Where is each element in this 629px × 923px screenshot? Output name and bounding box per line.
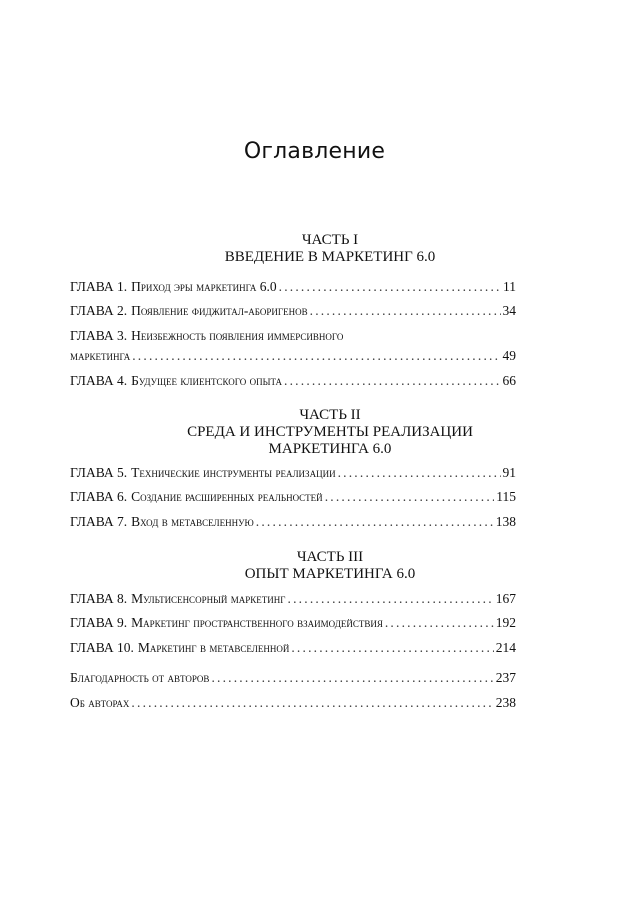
toc-entry-chapter-1[interactable] (70, 279, 516, 297)
chapter-number: ГЛАВА 8. (70, 591, 128, 606)
part-label: ЧАСТЬ II (299, 407, 361, 423)
chapter-title: Маркетинг в метавселенной (137, 640, 290, 655)
page-number: 192 (495, 615, 516, 630)
chapter-title: Будущее клиентского опыта (131, 373, 283, 388)
page-number: 11 (503, 279, 516, 294)
chapter-title: Приход эры маркетинга 6.0 (131, 279, 277, 294)
chapter-title: Мультисенсорный маркетинг (131, 591, 286, 606)
entry-title: Об авторах (70, 695, 130, 710)
page-number: 49 (502, 348, 516, 363)
chapter-number: ГЛАВА 5. (70, 465, 128, 480)
dot-leader (338, 465, 501, 481)
dot-leader (131, 695, 493, 711)
dot-leader (279, 279, 501, 295)
toc-entry-chapter-6[interactable] (70, 489, 516, 507)
toc-entry-chapter-3[interactable] (70, 328, 516, 346)
chapter-number: ГЛАВА 3. (70, 328, 128, 343)
dot-leader (325, 489, 495, 505)
toc-entry-chapter-10[interactable] (70, 640, 516, 658)
toc-entry-chapter-2[interactable] (70, 303, 516, 321)
part-label: ЧАСТЬ I (301, 232, 359, 248)
page-number: 138 (495, 514, 516, 529)
page-number: 167 (495, 591, 516, 606)
part-label: ЧАСТЬ III (296, 549, 364, 565)
toc-entry-about-authors[interactable] (70, 695, 516, 713)
chapter-title: Вход в метавселенную (131, 514, 254, 529)
page-number: 91 (502, 465, 516, 480)
chapter-title: Маркетинг пространственного взаимодействия (131, 615, 383, 630)
part-title: ВВЕДЕНИЕ В МАРКЕТИНГ 6.0 (224, 249, 436, 265)
chapter-title: Неизбежность появления иммерсивного (131, 328, 344, 343)
toc-entry-acknowledgements[interactable] (70, 670, 516, 688)
part-title-line-1: СРЕДА И ИНСТРУМЕНТЫ РЕАЛИЗАЦИИ (187, 424, 473, 440)
dot-leader (291, 640, 493, 656)
page-number: 237 (495, 670, 516, 685)
entry-title: Благодарность от авторов (70, 670, 210, 685)
part-title-line-2: МАРКЕТИНГА 6.0 (268, 441, 392, 457)
page-number: 115 (496, 489, 516, 504)
chapter-number: ГЛАВА 9. (70, 615, 128, 630)
chapter-title: Технические инструменты реализации (131, 465, 336, 480)
page-number: 214 (495, 640, 516, 655)
chapter-number: ГЛАВА 10. (70, 640, 134, 655)
dot-leader (132, 348, 500, 364)
toc-entry-chapter-8[interactable] (70, 591, 516, 609)
toc-entry-chapter-3-continued[interactable] (70, 348, 516, 366)
chapter-title-continued: маркетинга (70, 348, 131, 363)
toc-entry-chapter-5[interactable] (70, 465, 516, 483)
chapter-title: Появление фиджитал-аборигенов (131, 303, 308, 318)
page-number: 238 (495, 695, 516, 710)
chapter-number: ГЛАВА 4. (70, 373, 128, 388)
toc-entry-chapter-4[interactable] (70, 373, 516, 391)
chapter-number: ГЛАВА 6. (70, 489, 128, 504)
chapter-title: Создание расширенных реальностей (131, 489, 323, 504)
dot-leader (310, 303, 501, 319)
dot-leader (256, 514, 494, 530)
page-title: Оглавление (243, 139, 386, 164)
dot-leader (284, 373, 500, 389)
chapter-number: ГЛАВА 7. (70, 514, 128, 529)
part-title: ОПЫТ МАРКЕТИНГА 6.0 (244, 566, 416, 582)
toc-entry-chapter-7[interactable] (70, 514, 516, 532)
toc-entry-chapter-9[interactable] (70, 615, 516, 633)
chapter-number: ГЛАВА 1. (70, 279, 128, 294)
dot-leader (211, 670, 493, 686)
chapter-number: ГЛАВА 2. (70, 303, 128, 318)
page-number: 34 (502, 303, 516, 318)
part-2-heading (60, 407, 600, 458)
dot-leader (288, 591, 494, 607)
dot-leader (385, 615, 494, 631)
part-3-heading (60, 549, 600, 583)
part-1-heading (60, 232, 600, 266)
page-number: 66 (502, 373, 516, 388)
